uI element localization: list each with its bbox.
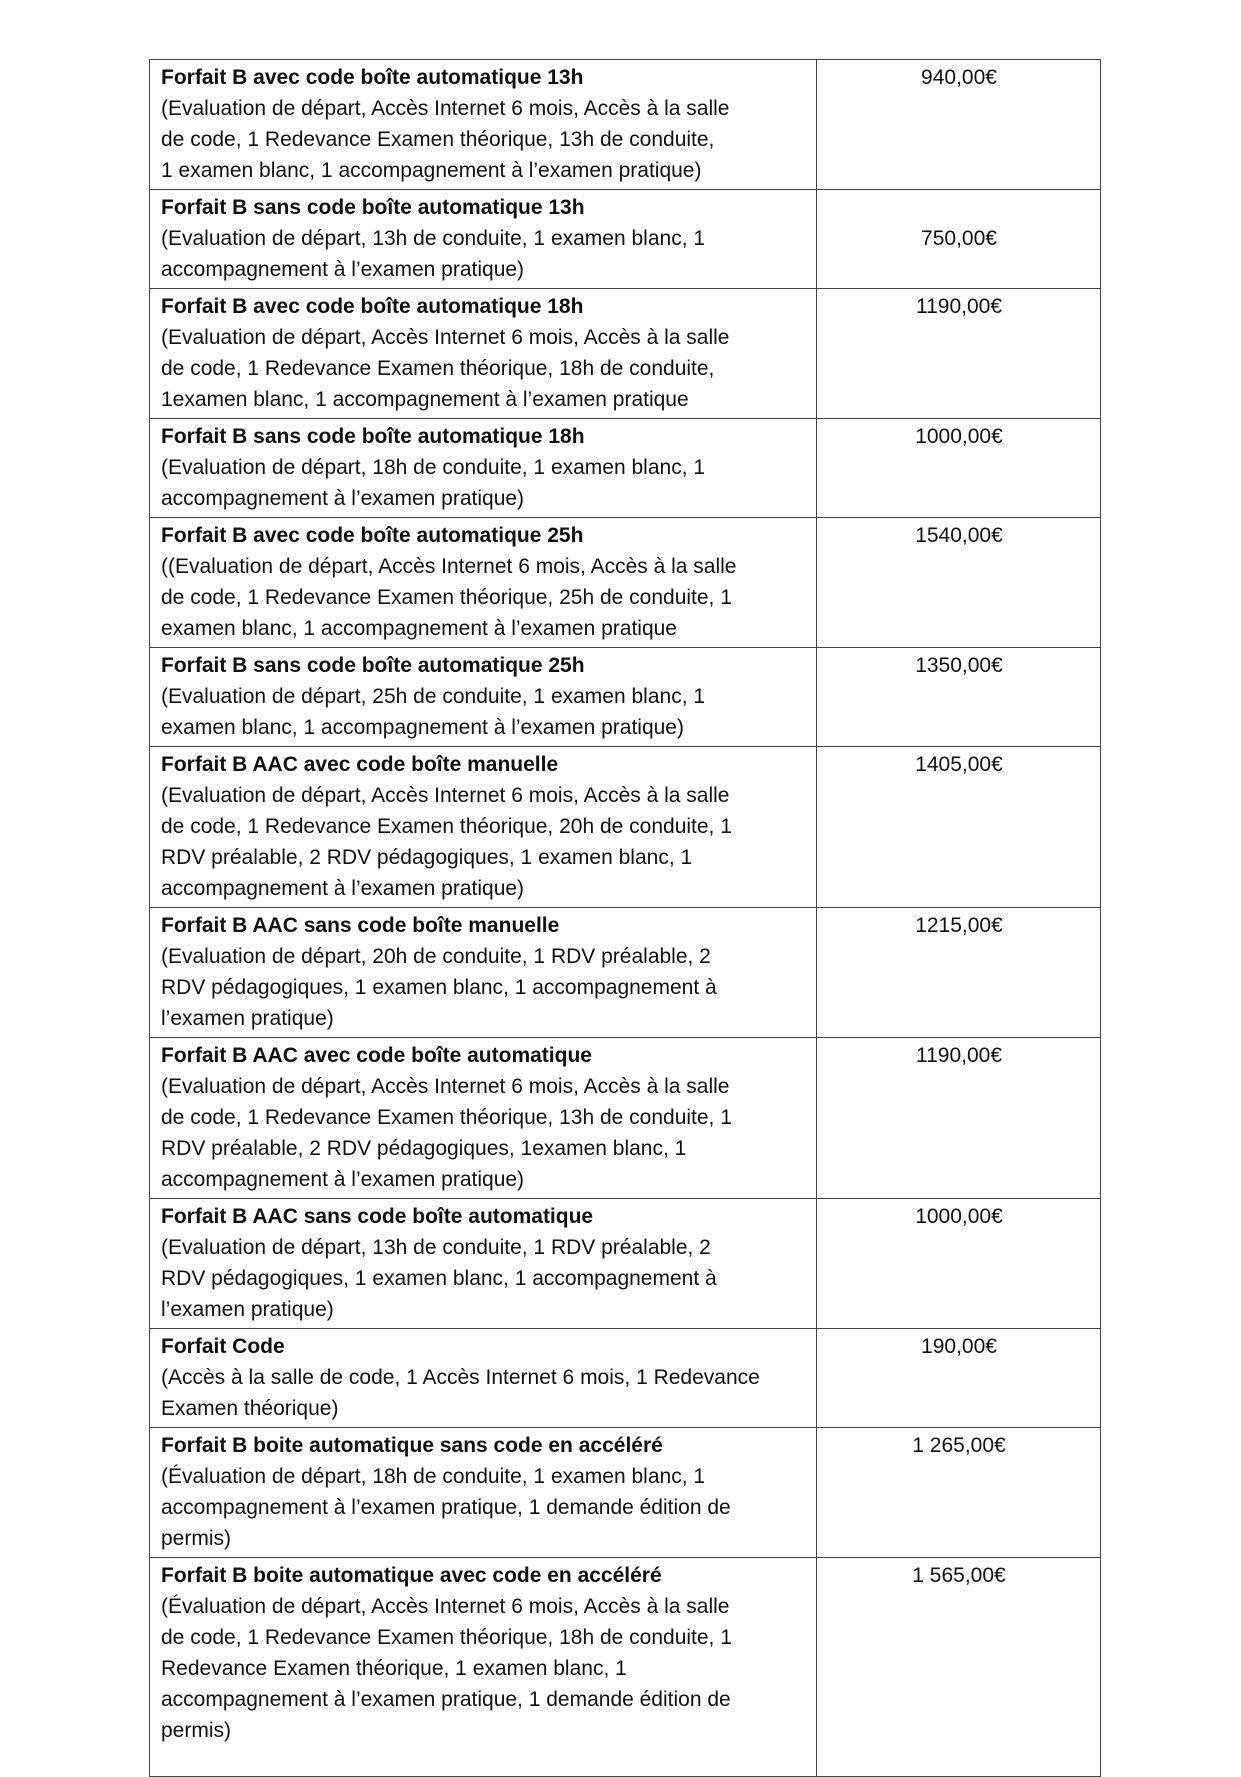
table-row [150,419,1101,518]
package-detail-line: accompagnement à l’examen pratique) [161,258,525,281]
package-description-cell [150,1558,817,1777]
package-title: Forfait Code [161,1335,285,1358]
package-detail-line: (Evaluation de départ, Accès Internet 6 mois, Accès à la salle [161,97,730,120]
price-table [149,59,1101,1777]
table-row [150,289,1101,419]
package-detail-line: 1 examen blanc, 1 accompagnement à l’examen pratique) [161,159,702,182]
package-detail-line: l’examen pratique) [161,1007,334,1030]
package-price: 1000,00€ [817,1199,1101,1329]
package-title: Forfait B avec code boîte automatique 18h [161,295,584,318]
package-description-cell [150,747,817,908]
package-description-cell [150,60,817,190]
package-title: Forfait B sans code boîte automatique 13h [161,196,585,219]
table-row [150,190,1101,289]
table-row [150,747,1101,908]
package-detail-line: RDV pédagogiques, 1 examen blanc, 1 accompagnement à [161,1267,717,1290]
package-title: Forfait B avec code boîte automatique 25h [161,524,584,547]
package-detail-line: (Evaluation de départ, Accès Internet 6 mois, Accès à la salle [161,784,730,807]
table-row [150,1428,1101,1558]
package-detail-line: RDV pédagogiques, 1 examen blanc, 1 accompagnement à [161,976,717,999]
package-price: 1540,00€ [817,518,1101,648]
package-detail-line: de code, 1 Redevance Examen théorique, 25h de conduite, 1 [161,586,732,609]
package-price: 1190,00€ [817,1038,1101,1199]
package-detail-line: de code, 1 Redevance Examen théorique, 18h de conduite, 1 [161,1626,732,1649]
package-detail-line: RDV préalable, 2 RDV pédagogiques, 1examen blanc, 1 [161,1137,687,1160]
package-description-cell [150,419,817,518]
package-detail-line: de code, 1 Redevance Examen théorique, 18h de conduite, [161,357,715,380]
table-row [150,1558,1101,1777]
package-price: 940,00€ [817,60,1101,190]
package-detail-line: de code, 1 Redevance Examen théorique, 13h de conduite, 1 [161,1106,732,1129]
package-detail-line: (Evaluation de départ, 13h de conduite, 1 RDV préalable, 2 [161,1236,711,1259]
package-detail-line: accompagnement à l’examen pratique, 1 demande édition de [161,1496,731,1519]
package-detail-line: de code, 1 Redevance Examen théorique, 13h de conduite, [161,128,715,151]
package-price: 1 565,00€ [817,1558,1101,1777]
package-title: Forfait B AAC sans code boîte manuelle [161,914,560,937]
package-title: Forfait B AAC avec code boîte manuelle [161,753,559,776]
package-description-cell [150,1038,817,1199]
package-detail-line: (Accès à la salle de code, 1 Accès Internet 6 mois, 1 Redevance [161,1366,760,1389]
price-table-body [150,60,1101,1777]
package-description-cell [150,908,817,1038]
package-description-cell [150,289,817,419]
package-detail-line: l’examen pratique) [161,1298,334,1321]
package-price: 1190,00€ [817,289,1101,419]
package-description-cell [150,1428,817,1558]
package-price: 1215,00€ [817,908,1101,1038]
table-row [150,518,1101,648]
package-description-cell [150,1199,817,1329]
package-detail-line: (Evaluation de départ, 18h de conduite, 1 examen blanc, 1 [161,456,706,479]
package-description-cell [150,648,817,747]
package-title: Forfait B sans code boîte automatique 18h [161,425,585,448]
package-price: 1350,00€ [817,648,1101,747]
table-row [150,60,1101,190]
package-title: Forfait B avec code boîte automatique 13h [161,66,584,89]
package-detail-line: permis) [161,1527,232,1550]
package-detail-line: Redevance Examen théorique, 1 examen blanc, 1 [161,1657,627,1680]
package-price: 190,00€ [817,1329,1101,1428]
package-detail-line: (Evaluation de départ, Accès Internet 6 mois, Accès à la salle [161,1075,730,1098]
package-detail-line: accompagnement à l’examen pratique) [161,487,525,510]
package-price: 1 265,00€ [817,1428,1101,1558]
table-row [150,908,1101,1038]
package-detail-line: (Évaluation de départ, 18h de conduite, 1 examen blanc, 1 [161,1465,706,1488]
package-detail-line: (Évaluation de départ, Accès Internet 6 mois, Accès à la salle [161,1595,730,1618]
table-row [150,648,1101,747]
package-detail-line: permis) [161,1719,232,1742]
package-price: 1405,00€ [817,747,1101,908]
package-detail-line: ((Evaluation de départ, Accès Internet 6 mois, Accès à la salle [161,555,737,578]
package-price: 1000,00€ [817,419,1101,518]
package-title: Forfait B sans code boîte automatique 25h [161,654,585,677]
table-row [150,1199,1101,1329]
package-detail-line: (Evaluation de départ, Accès Internet 6 mois, Accès à la salle [161,326,730,349]
package-detail-line: RDV préalable, 2 RDV pédagogiques, 1 examen blanc, 1 [161,846,693,869]
package-detail-line: accompagnement à l’examen pratique) [161,1168,525,1191]
package-title: Forfait B boite automatique avec code en accéléré [161,1564,662,1587]
package-detail-line: (Evaluation de départ, 25h de conduite, 1 examen blanc, 1 [161,685,706,708]
package-title: Forfait B boite automatique sans code en accéléré [161,1434,663,1457]
package-detail-line: accompagnement à l’examen pratique) [161,877,525,900]
package-detail-line: examen blanc, 1 accompagnement à l’examen pratique [161,617,677,640]
package-title: Forfait B AAC avec code boîte automatique [161,1044,592,1067]
package-description-cell [150,518,817,648]
package-detail-line: de code, 1 Redevance Examen théorique, 20h de conduite, 1 [161,815,732,838]
package-detail-line: (Evaluation de départ, 13h de conduite, 1 examen blanc, 1 [161,227,706,250]
package-detail-line: (Evaluation de départ, 20h de conduite, 1 RDV préalable, 2 [161,945,711,968]
package-description-cell [150,190,817,289]
package-title: Forfait B AAC sans code boîte automatique [161,1205,594,1228]
package-price: 750,00€ [817,190,1101,289]
table-row [150,1329,1101,1428]
package-detail-line: 1examen blanc, 1 accompagnement à l’examen pratique [161,388,689,411]
package-description-cell [150,1329,817,1428]
package-detail-line: accompagnement à l’examen pratique, 1 demande édition de [161,1688,731,1711]
table-row [150,1038,1101,1199]
package-detail-line: examen blanc, 1 accompagnement à l’examen pratique) [161,716,684,739]
package-detail-line: Examen théorique) [161,1397,339,1420]
